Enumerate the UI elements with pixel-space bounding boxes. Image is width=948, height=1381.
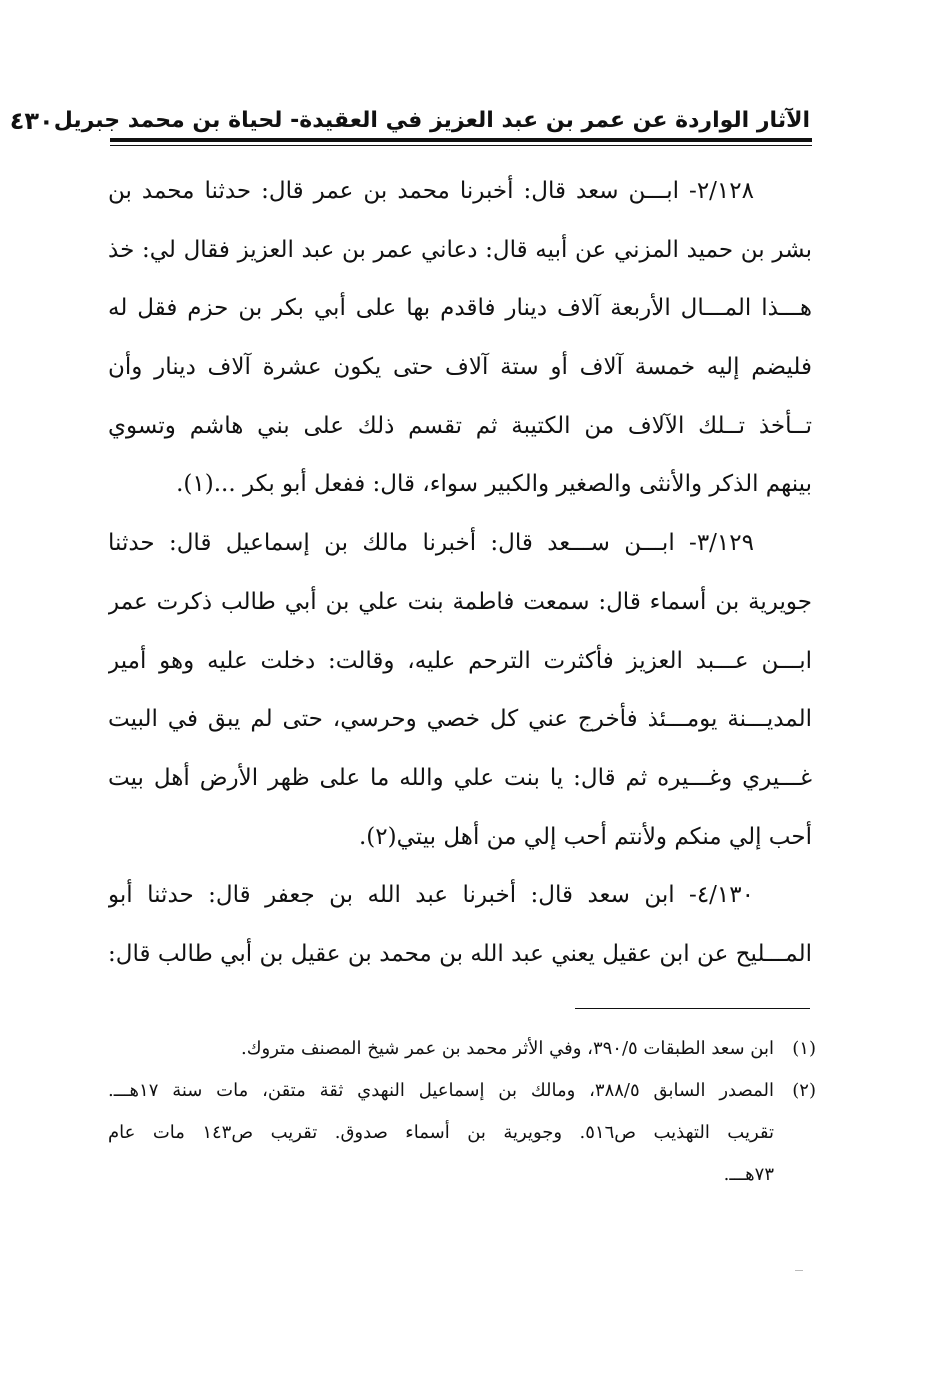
running-header xyxy=(9,96,810,136)
text-line: بينهم الذكر والأنثى والصغير والكبير سواء، قال: ففعل أبو بكر ...(١). xyxy=(176,471,812,498)
footnote-2 xyxy=(108,1070,816,1196)
footnote-1 xyxy=(108,1028,816,1070)
text-line: غـــيري وغـــيره ثم قال: يا بنت علي والله ما على ظهر الأرض أهل بيت xyxy=(108,764,812,791)
text-line: تــأخذ تــلك الآلاف من الكتيبة ثم تقسم ذلك على بني هاشم وتسوي xyxy=(108,412,812,439)
main-text xyxy=(108,162,812,984)
narration-128 xyxy=(108,162,812,514)
text-line: المديـــنة يومـــئذ فأخرج عني كل خصي وحرسي، حتى لم يبق في البيت xyxy=(108,706,812,733)
scan-speck xyxy=(795,1270,803,1271)
text-line: ٢/١٢٨- ابـــن سعد قال: أخبرنا محمد بن عمر قال: حدثنا محمد بن xyxy=(108,178,754,204)
text-line: ٣/١٢٩- ابـــن ســـعد قال: أخبرنا مالك بن إسماعيل قال: حدثنا xyxy=(108,530,754,557)
text-line: فليضم إليه خمسة آلاف أو ستة آلاف حتى يكون عشرة آلاف دينار وأن xyxy=(108,354,812,381)
footnote-text xyxy=(108,1028,774,1070)
text-line: ٤/١٣٠- ابن سعد قال: أخبرنا عبد الله بن جعفر قال: حدثنا أبو xyxy=(108,882,754,909)
footnote-line: ٧٣هـــ. xyxy=(723,1164,774,1185)
text-line: المـــليح عن ابن عقيل يعني عبد الله بن محمد بن عقيل بن أبي طالب قال: xyxy=(108,940,812,967)
footnote-line: تقريب التهذيب ص٥١٦. وجويرية بن أسماء صدوق. تقريب ص١٤٣ مات عام xyxy=(108,1122,774,1143)
header-rule-thin xyxy=(110,145,812,146)
text-line: هـــذا المـــال الأربعة آلاف دينار فاقدم بها على أبي بكر بن حزم فقل له xyxy=(108,295,812,322)
footnote-marker: (١) xyxy=(792,1038,816,1059)
header-rule-thick xyxy=(110,138,812,142)
narration-130 xyxy=(108,866,812,983)
footnote-marker: (٢) xyxy=(792,1080,816,1101)
text-line: ابـــن عـــبد العزيز فأكثرت الترحم عليه، وقالت: دخلت عليه وهو أمير xyxy=(108,647,812,674)
footnote-text xyxy=(108,1070,774,1196)
footnote-line: ابن سعد الطبقات ٣٩٠/٥، وفي الأثر محمد بن عمر شيخ المصنف متروك. xyxy=(240,1038,774,1059)
text-line: جويرية بن أسماء قال: سمعت فاطمة بنت علي بن أبي طالب ذكرت عمر xyxy=(108,588,812,615)
text-line: بشر بن حميد المزني عن أبيه قال: دعاني عمر بن عبد العزيز فقال لي: خذ xyxy=(108,236,812,263)
header-title: الآثار الواردة عن عمر بن عبد العزيز في العقيدة- لحياة بن محمد جبريل xyxy=(53,108,810,133)
narration-129 xyxy=(108,514,812,866)
page-number: ٤٣٠ xyxy=(9,107,54,135)
footnote-separator xyxy=(575,1008,810,1009)
text-line: أحب إلي منكم ولأنتم أحب إلي من أهل بيتي(٢). xyxy=(359,823,812,850)
footnote-line: المصدر السابق ٣٨٨/٥، ومالك بن إسماعيل النهدي ثقة متقن، مات سنة ١٧هـــ. xyxy=(108,1080,774,1101)
footnotes xyxy=(108,1028,816,1196)
